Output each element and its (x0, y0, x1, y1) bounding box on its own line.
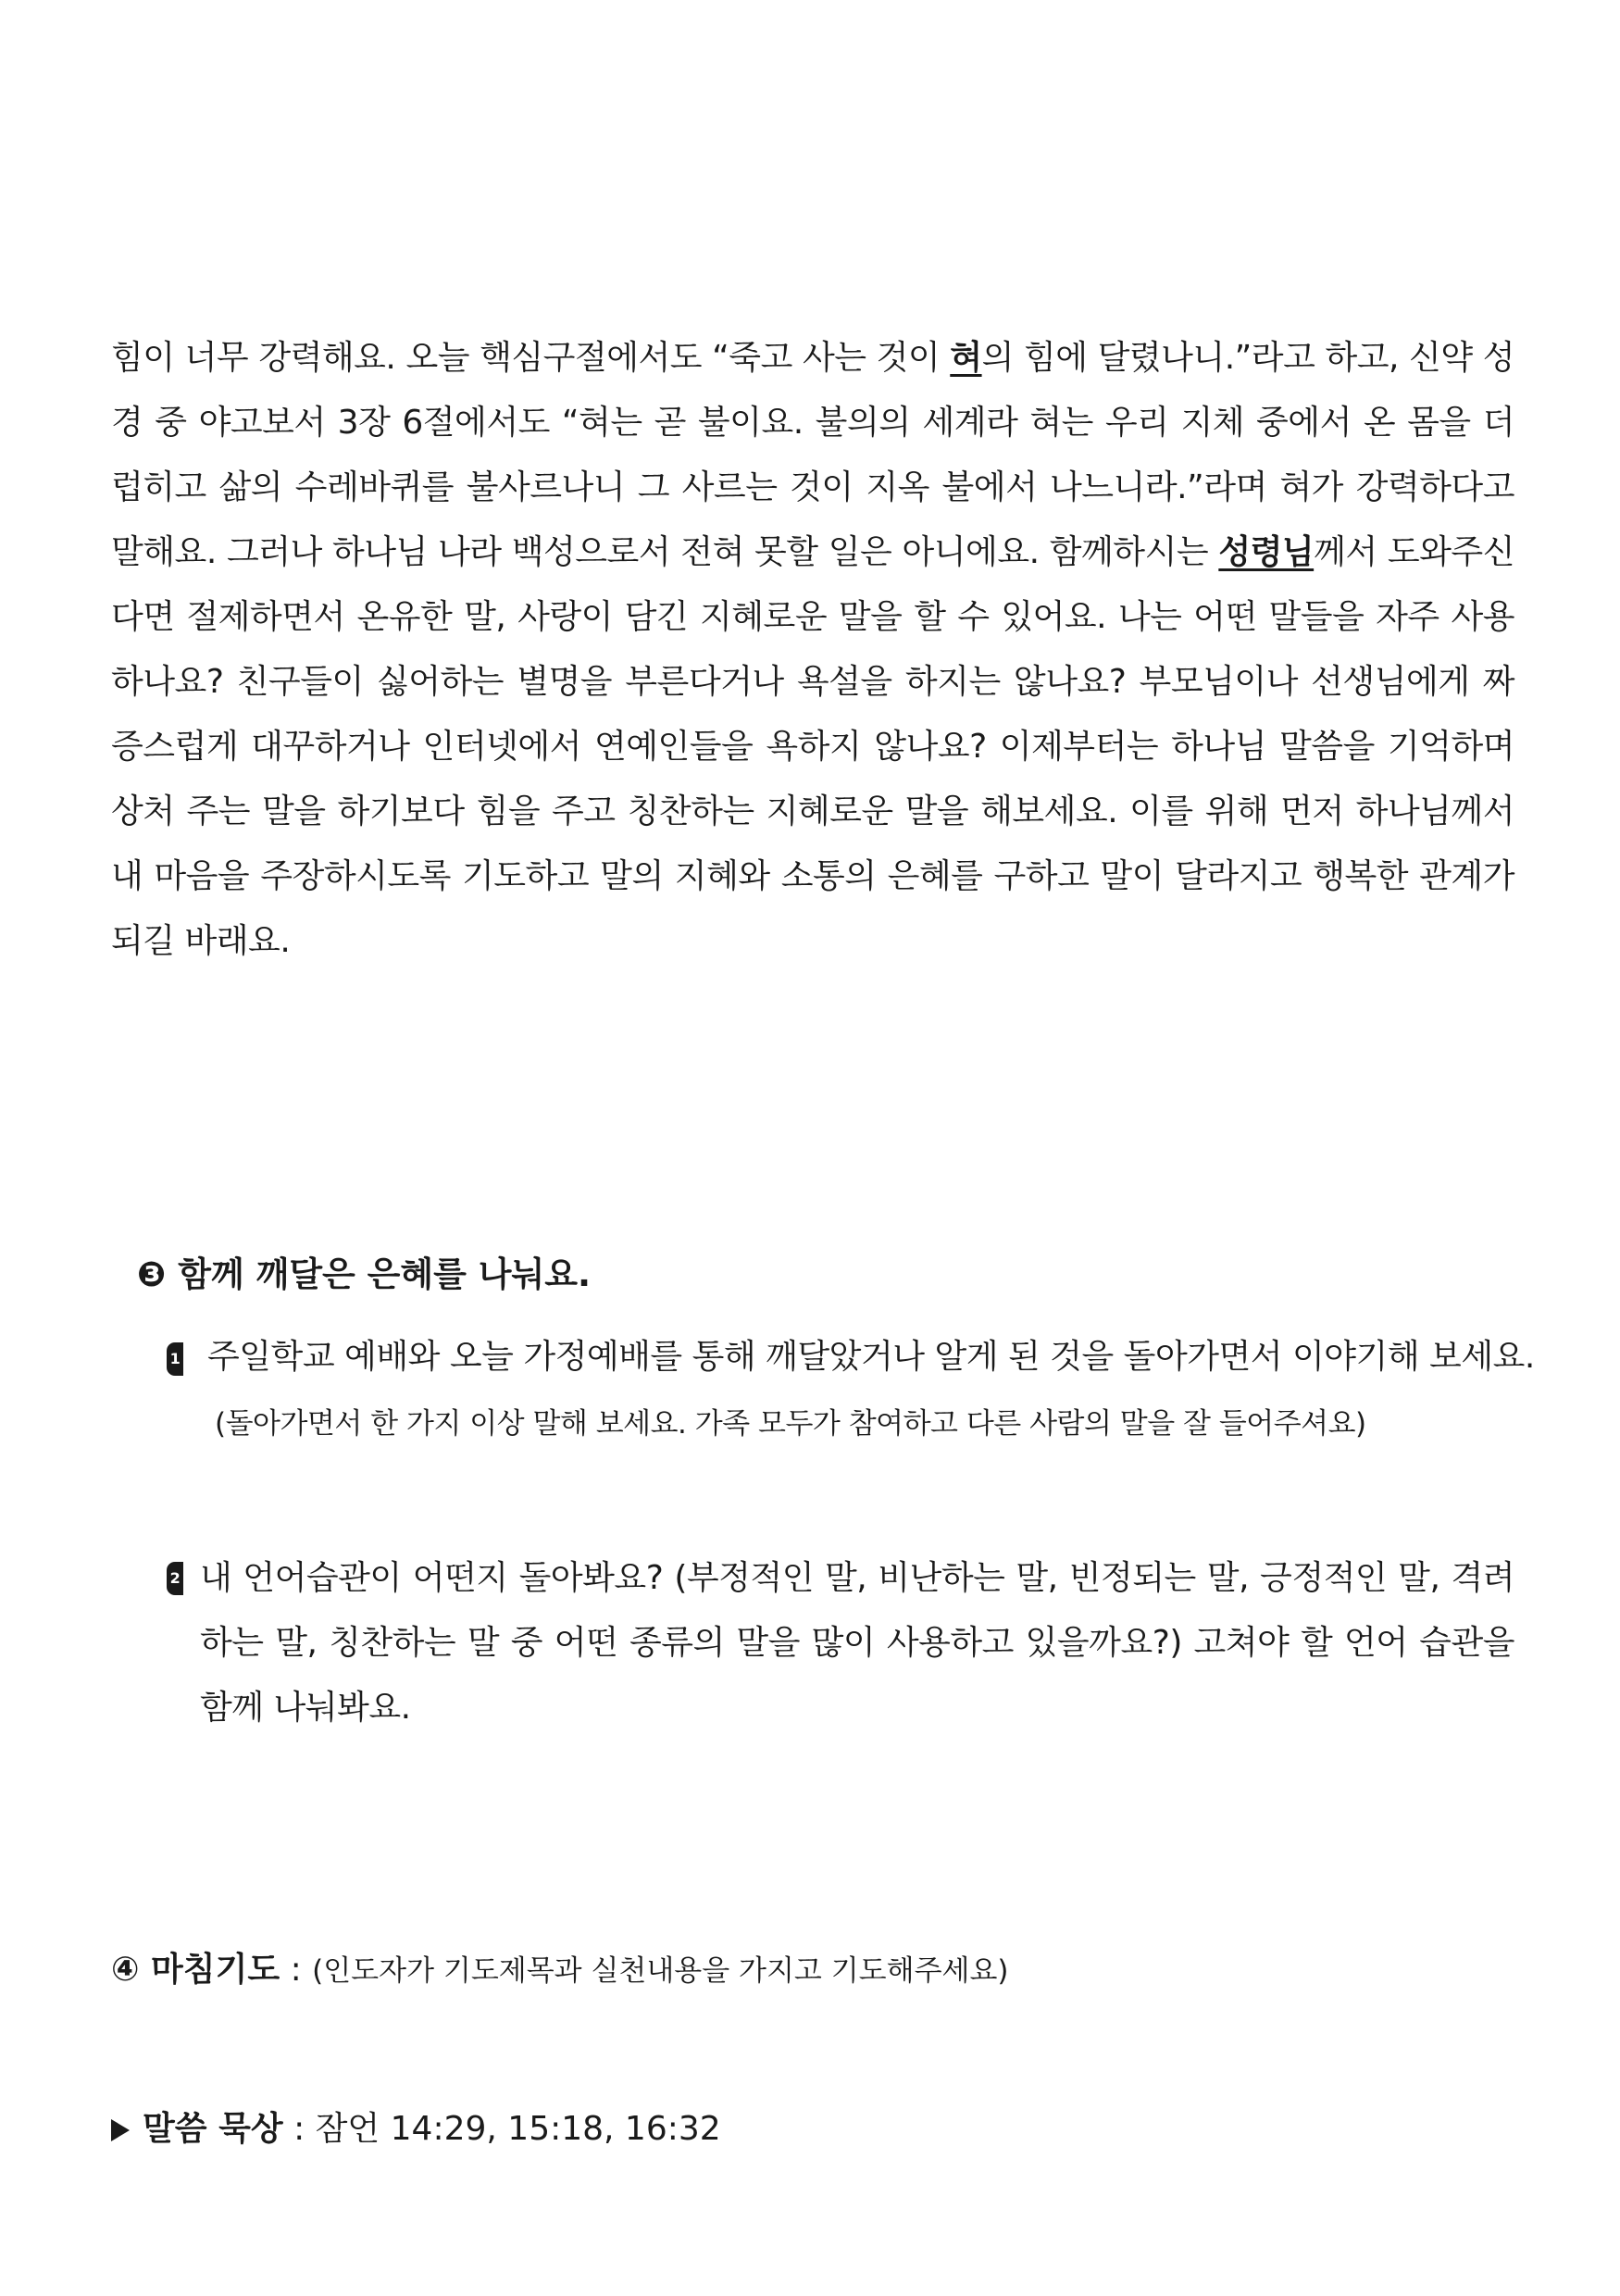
body-paragraph (111, 326, 1514, 974)
body-text-3: 께서 도와주신다면 절제하면서 온유한 말, 사랑이 담긴 지혜로운 말을 할 수 있어요. 나는 어떤 말들을 자주 사용하나요? 친구들이 싫어하는 별명을 부른다거나 욕설을 하지는 않나요? 부모님이나 선생님에게 짜증스럽게 대꾸하거나 인터넷에서 연예인들을 욕하지 않나요? 이제부터는 하나님 말씀을 기억하며 상처 주는 말을 하기보다 힘을 주고 칭찬하는 지혜로운 말을 해보세요. 이를 위해 먼저 하나님께서 내 마음을 주장하시도록 기도하고 말의 지혜와 소통의 은혜를 구하고 말이 달라지고 행복한 관계가 되길 바래요. (111, 533, 1514, 960)
question-1-text: 주일학교 예배와 오늘 가정예배를 통해 깨달았거나 알게 된 것을 돌아가면서 이야기해 보세요. (207, 1338, 1535, 1376)
question-1-note: (돌아가면서 한 가지 이상 말해 보세요. 가족 모두가 참여하고 다른 사람의 말을 잘 들어주셔요) (215, 1407, 1366, 1441)
question-1-marker: 1 (167, 1342, 183, 1376)
closing-prayer-note: (인도자가 기도제목과 실천내용을 가지고 기도해주세요) (312, 1954, 1009, 1988)
closing-prayer-label: ④ 마침기도 (111, 1951, 280, 1989)
scripture-meditation (111, 2102, 721, 2157)
closing-prayer (111, 1942, 1009, 1999)
closing-prayer-separator: : (280, 1951, 313, 1989)
triangle-bullet-icon (111, 2119, 130, 2141)
meditation-refs: 잠언 14:29, 15:18, 16:32 (315, 2110, 721, 2148)
emphasis-holy-spirit: 성령님 (1218, 533, 1315, 571)
emphasis-tongue: 혀 (950, 339, 982, 377)
question-2-text: 내 언어습관이 어떤지 돌아봐요? (부정적인 말, 비난하는 말, 빈정되는 말, 긍정적인 말, 격려하는 말, 칭찬하는 말 중 어떤 종류의 말을 많이 사용하고 있을까요?) 고쳐야 할 언어 습관을 함께 나눠봐요. (200, 1559, 1514, 1727)
meditation-separator: : (282, 2110, 316, 2148)
body-text-2: 의 힘에 달렸나니.”라고 하고, 신약 성경 중 야고보서 3장 6절에서도 “혀는 곧 불이요. 불의의 세계라 혀는 우리 지체 중에서 온 몸을 더럽히고 삶의 수레바퀴를 불사르나니 그 사르는 것이 지옥 불에서 나느니라.”라며 혀가 강력하다고 말해요. 그러나 하나님 나라 백성으로서 전혀 못할 일은 아니에요. 함께하시는 (111, 339, 1514, 571)
meditation-label: 말씀 묵상 (143, 2110, 283, 2148)
body-text-1: 힘이 너무 강력해요. 오늘 핵심구절에서도 “죽고 사는 것이 (111, 339, 951, 377)
question-2-marker: 2 (167, 1562, 183, 1595)
section-heading: ❸ 함께 깨달은 은혜를 나눠요. (137, 1254, 592, 1294)
